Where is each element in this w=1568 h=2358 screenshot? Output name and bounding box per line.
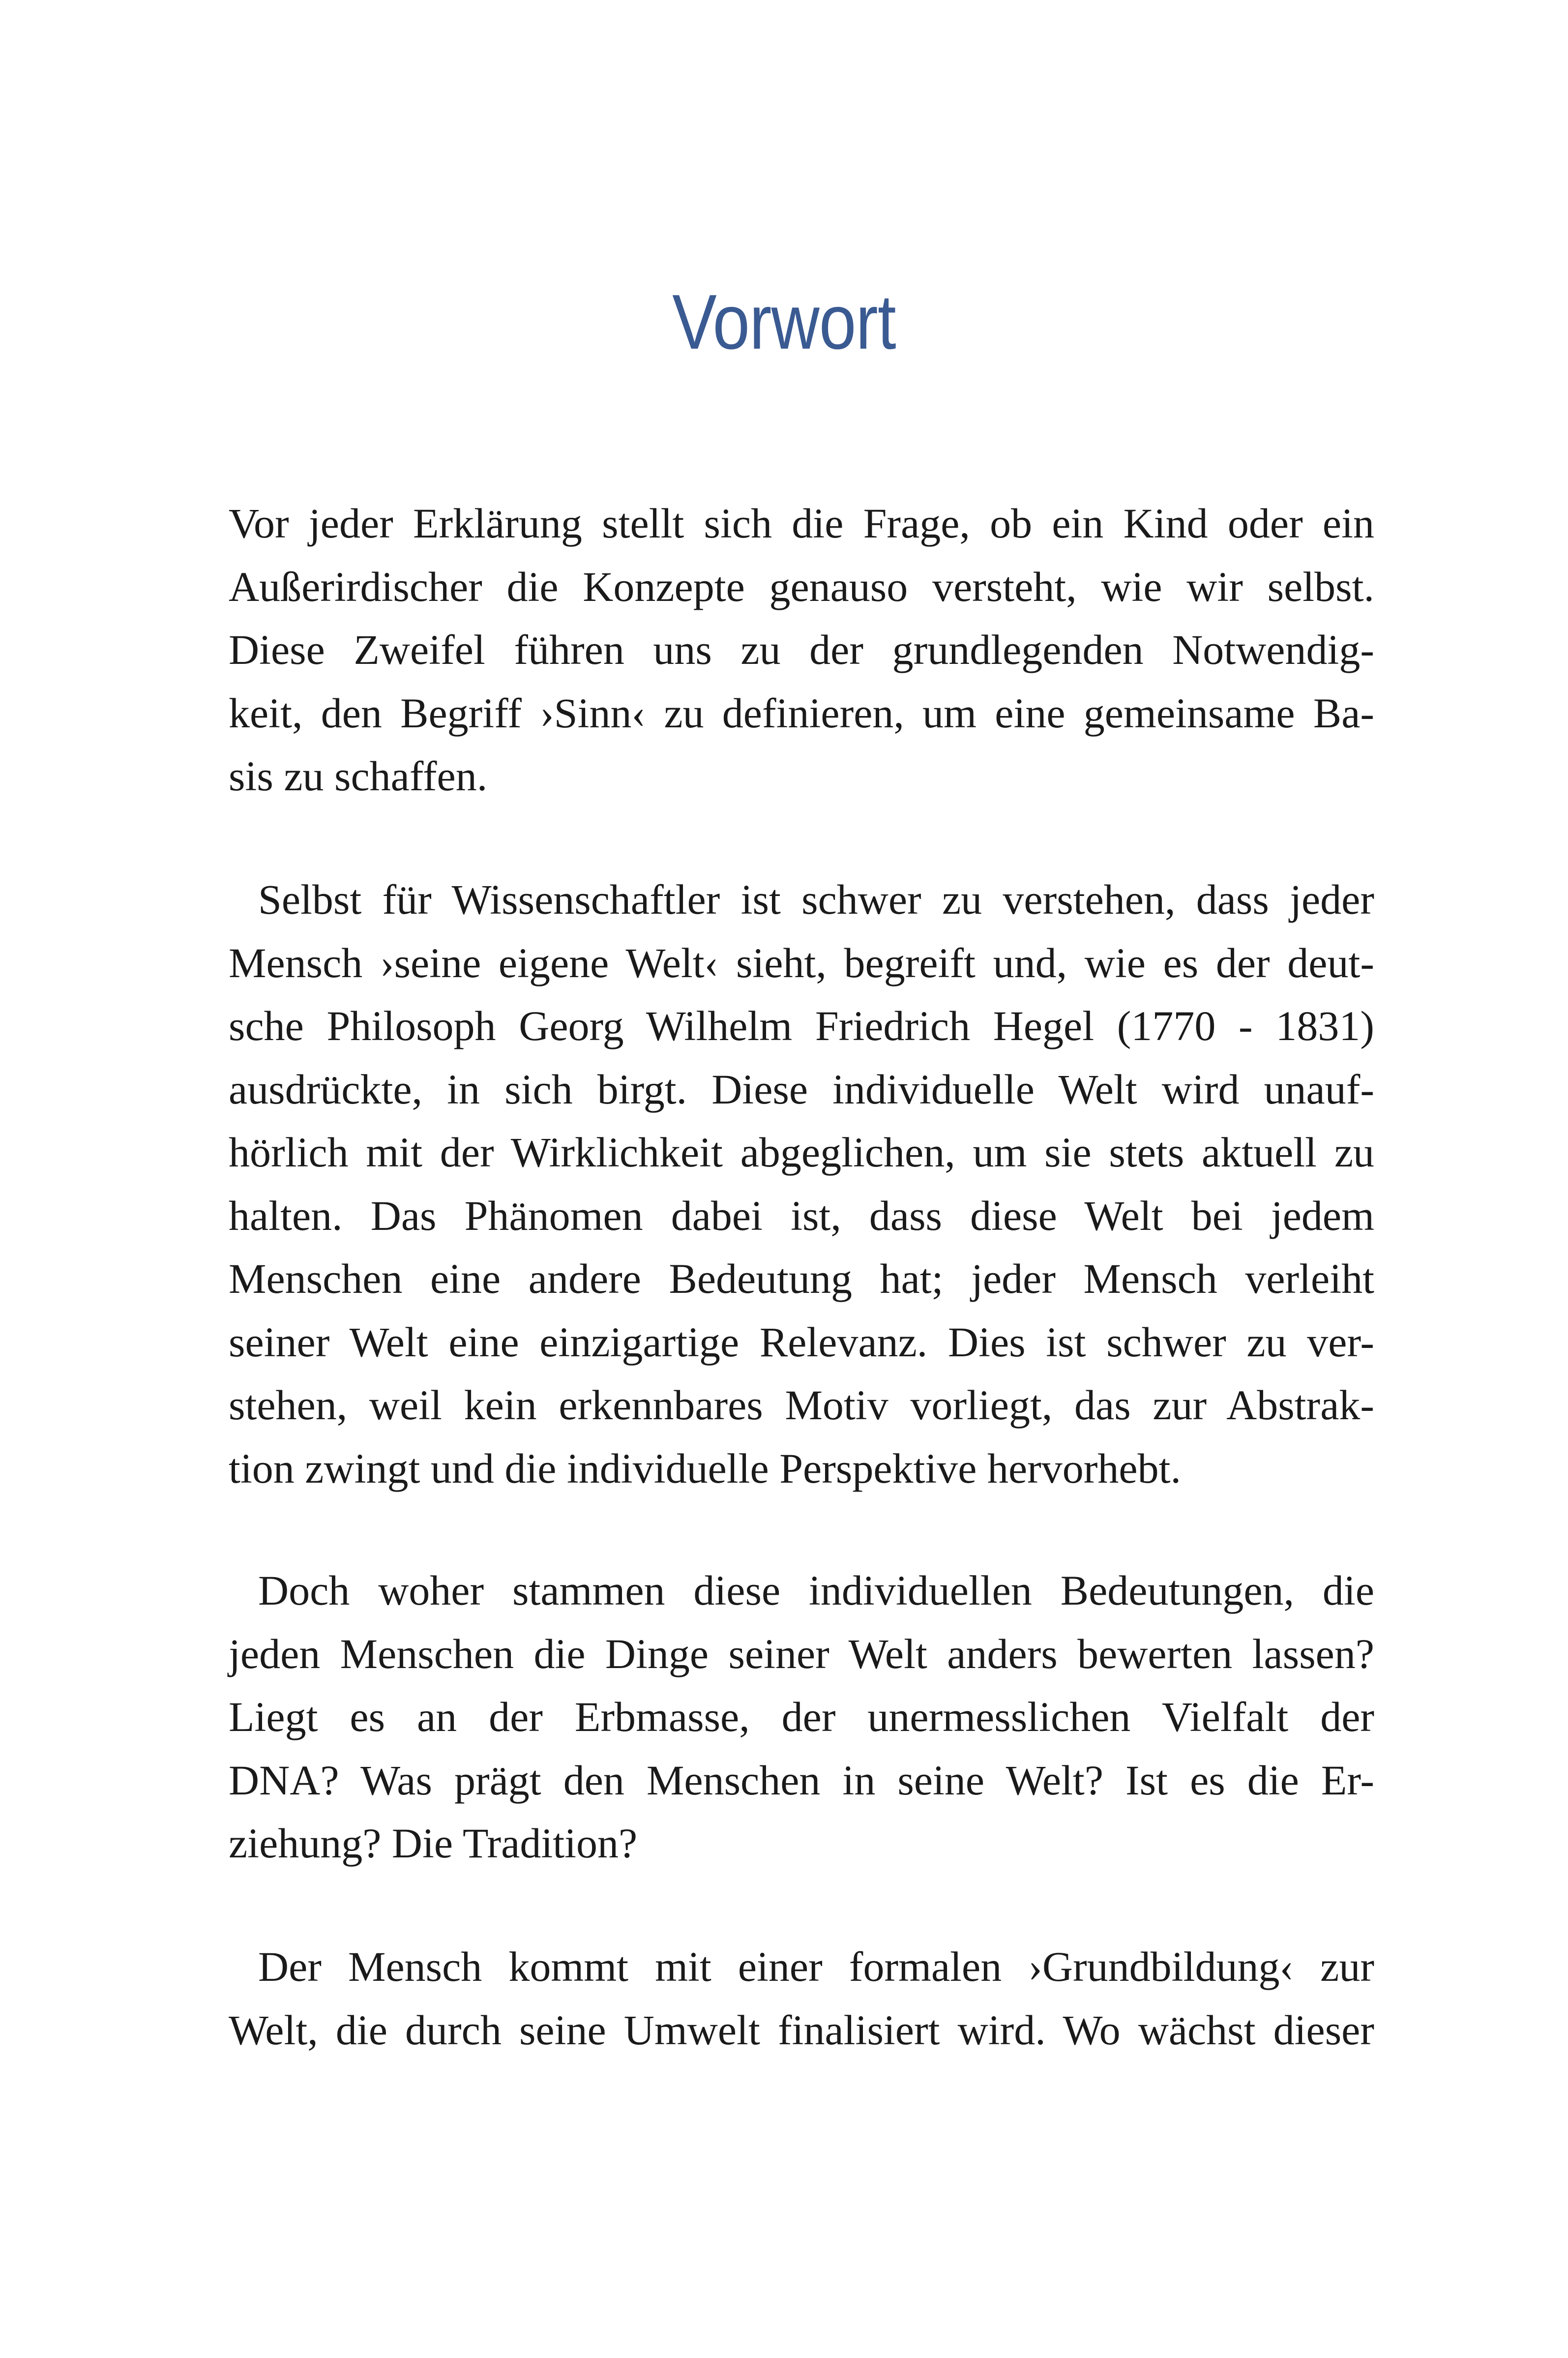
- text-line: DNA? Was prägt den Menschen in seine Welt? Ist es die Er-: [229, 1756, 1374, 1804]
- text-line: tion zwingt und die individuelle Perspektive hervorhebt.: [229, 1444, 1181, 1492]
- text-line: ziehung? Die Tradition?: [229, 1820, 638, 1867]
- text-line: Welt, die durch seine Umwelt finalisiert wird. Wo wächst dieser: [229, 2006, 1374, 2054]
- text-line: halten. Das Phänomen dabei ist, dass diese Welt bei jedem: [229, 1192, 1374, 1239]
- text-line: Doch woher stammen diese individuellen Bedeutungen, die: [258, 1567, 1374, 1614]
- text-line: jeden Menschen die Dinge seiner Welt anders bewerten lassen?: [229, 1630, 1374, 1677]
- paragraph-2: [229, 868, 1374, 1500]
- text-line: keit, den Begriff ›Sinn‹ zu definieren, um eine gemeinsame Ba-: [229, 689, 1374, 737]
- chapter-title: Vorwort: [672, 279, 896, 365]
- text-line: Mensch ›seine eigene Welt‹ sieht, begreift und, wie es der deut-: [229, 939, 1374, 986]
- text-line: Selbst für Wissenschaftler ist schwer zu verstehen, dass jeder: [258, 876, 1374, 923]
- text-line: Menschen eine andere Bedeutung hat; jeder Mensch verleiht: [229, 1255, 1374, 1302]
- paragraph-1: [229, 492, 1374, 808]
- text-line: Diese Zweifel führen uns zu der grundlegenden Notwendig-: [229, 626, 1374, 673]
- text-line: Der Mensch kommt mit einer formalen ›Grundbildung‹ zur: [258, 1943, 1374, 1990]
- text-line: ausdrückte, in sich birgt. Diese individuelle Welt wird unauf-: [229, 1065, 1374, 1113]
- text-line: Außerirdischer die Konzepte genauso versteht, wie wir selbst.: [229, 563, 1374, 610]
- text-line: Vor jeder Erklärung stellt sich die Frage, ob ein Kind oder ein: [229, 500, 1374, 547]
- text-line: Liegt es an der Erbmasse, der unermesslichen Vielfalt der: [229, 1693, 1374, 1740]
- text-line: seiner Welt eine einzigartige Relevanz. Dies ist schwer zu ver-: [229, 1318, 1374, 1366]
- text-line: sis zu schaffen.: [229, 752, 488, 800]
- text-line: hörlich mit der Wirklichkeit abgeglichen, um sie stets aktuell zu: [229, 1129, 1374, 1176]
- paragraph-3: [229, 1559, 1374, 1875]
- paragraph-4: [229, 1935, 1374, 2061]
- text-line: stehen, weil kein erkennbares Motiv vorliegt, das zur Abstrak-: [229, 1381, 1374, 1429]
- text-line: sche Philosoph Georg Wilhelm Friedrich Hegel (1770 - 1831): [229, 1002, 1374, 1049]
